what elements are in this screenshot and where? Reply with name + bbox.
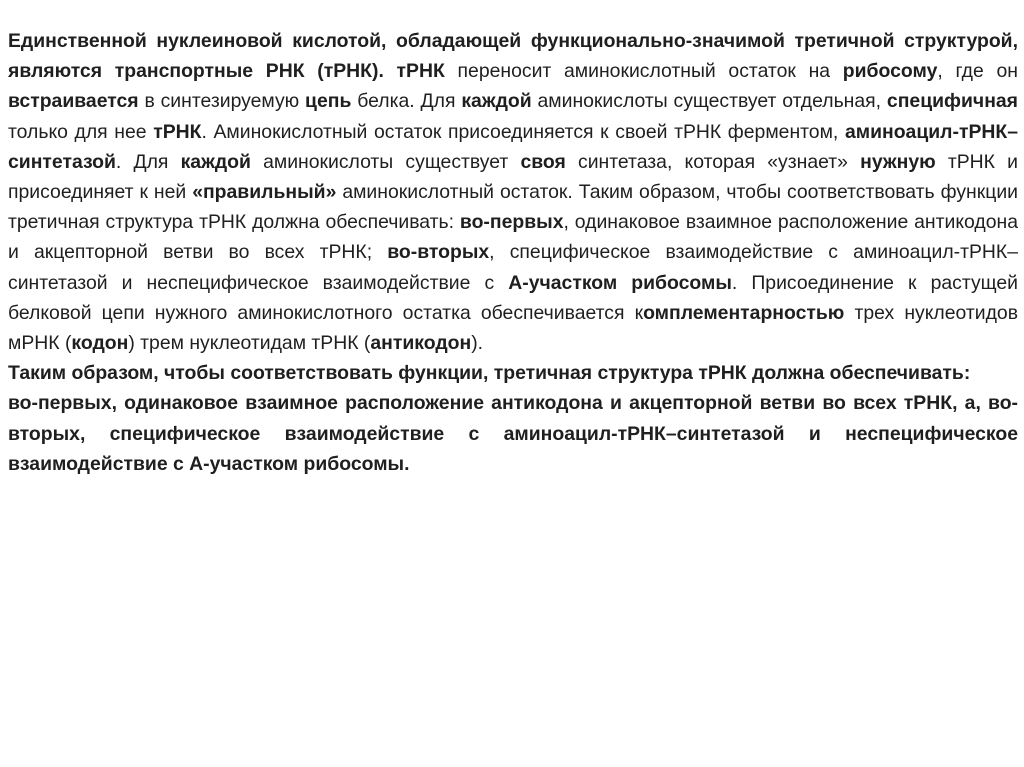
term-anticodon: антикодон [370, 332, 472, 355]
intro-sentence: Единственной нуклеиновой кислотой, обладающей функционально-значимой третичной [8, 30, 895, 52]
term-correct: «правильный» [192, 181, 337, 204]
text-run: ). [471, 332, 484, 355]
text-run: . Присоединение к растущей белковой цепи нужного аминокислотного остатка обеспечивается к [8, 271, 1018, 324]
term-firstly: во-первых [459, 211, 564, 234]
text-run: синтетаза, которая «узнает» [565, 150, 861, 173]
text-run: только для нее [8, 120, 154, 143]
term-specific: специфичная [886, 90, 1018, 113]
term-synthetase: аминоацил-тРНК–синтетазой [8, 120, 1018, 173]
term-each: каждой [461, 90, 532, 113]
term-secondly: во-вторых [387, 241, 490, 264]
term-trna: тРНК [153, 120, 202, 143]
term-chain: цепь [305, 90, 352, 113]
text-run: ) трем нуклеотидам тРНК ( [128, 332, 371, 355]
text-run: , одинаковое взаимное расположение антикодона и акцепторной ветви во всех тРНК; [8, 211, 1018, 264]
summary-body: во-первых, одинаковое взаимное расположение антикодона и акцепторной ветви во всех тРНК, а, во-вторых, специфическое взаимодействие с аминоацил-тРНК–синтетазой и неспецифическое взаимодействие с А-участком рибосомы. [8, 392, 1018, 475]
text-run: трех нуклеотидов мРНК ( [8, 301, 1018, 355]
intro-sentence-cont: структурой, являются транспортные РНК (тРНК). тРНК [8, 30, 1018, 83]
text-run: в синтезируемую [138, 90, 306, 113]
text-run: аминокислотный остаток. Таким образом, чтобы соответствовать функции третичная структура тРНК должна обеспечивать: [8, 181, 1018, 234]
term-needed: нужную [860, 150, 936, 173]
text-run: белка. Для [351, 90, 462, 113]
main-paragraph [8, 26, 1018, 358]
term-complementarity: омплементарностью [643, 301, 845, 324]
text-run: . Для [115, 150, 181, 173]
term-ribosome: рибосому [842, 60, 938, 83]
term-own: своя [520, 150, 566, 173]
term-a-site: А-участком рибосомы [508, 271, 732, 294]
text-run: переносит аминокислотный остаток на [444, 60, 843, 83]
term-each-2: каждой [180, 150, 251, 173]
text-run: , где он [937, 60, 1018, 83]
text-run: тРНК и присоединяет к ней [8, 150, 1018, 204]
term-codon: кодон [71, 332, 129, 355]
text-run: , специфическое взаимодействие с аминоацил-тРНК–синтетазой и неспецифическое взаимодействие с [8, 241, 1019, 294]
summary-heading: Таким образом, чтобы соответствовать функции, третичная структура тРНК должна обеспечивать: [8, 362, 971, 385]
text-run: аминокислоты существует отдельная, [531, 90, 887, 113]
term-inserted: встраивается [8, 90, 139, 113]
text-run: . Аминокислотный остаток присоединяется к своей тРНК ферментом, [201, 120, 845, 143]
text-run: аминокислоты существует [250, 150, 521, 173]
text-block [8, 26, 1018, 479]
